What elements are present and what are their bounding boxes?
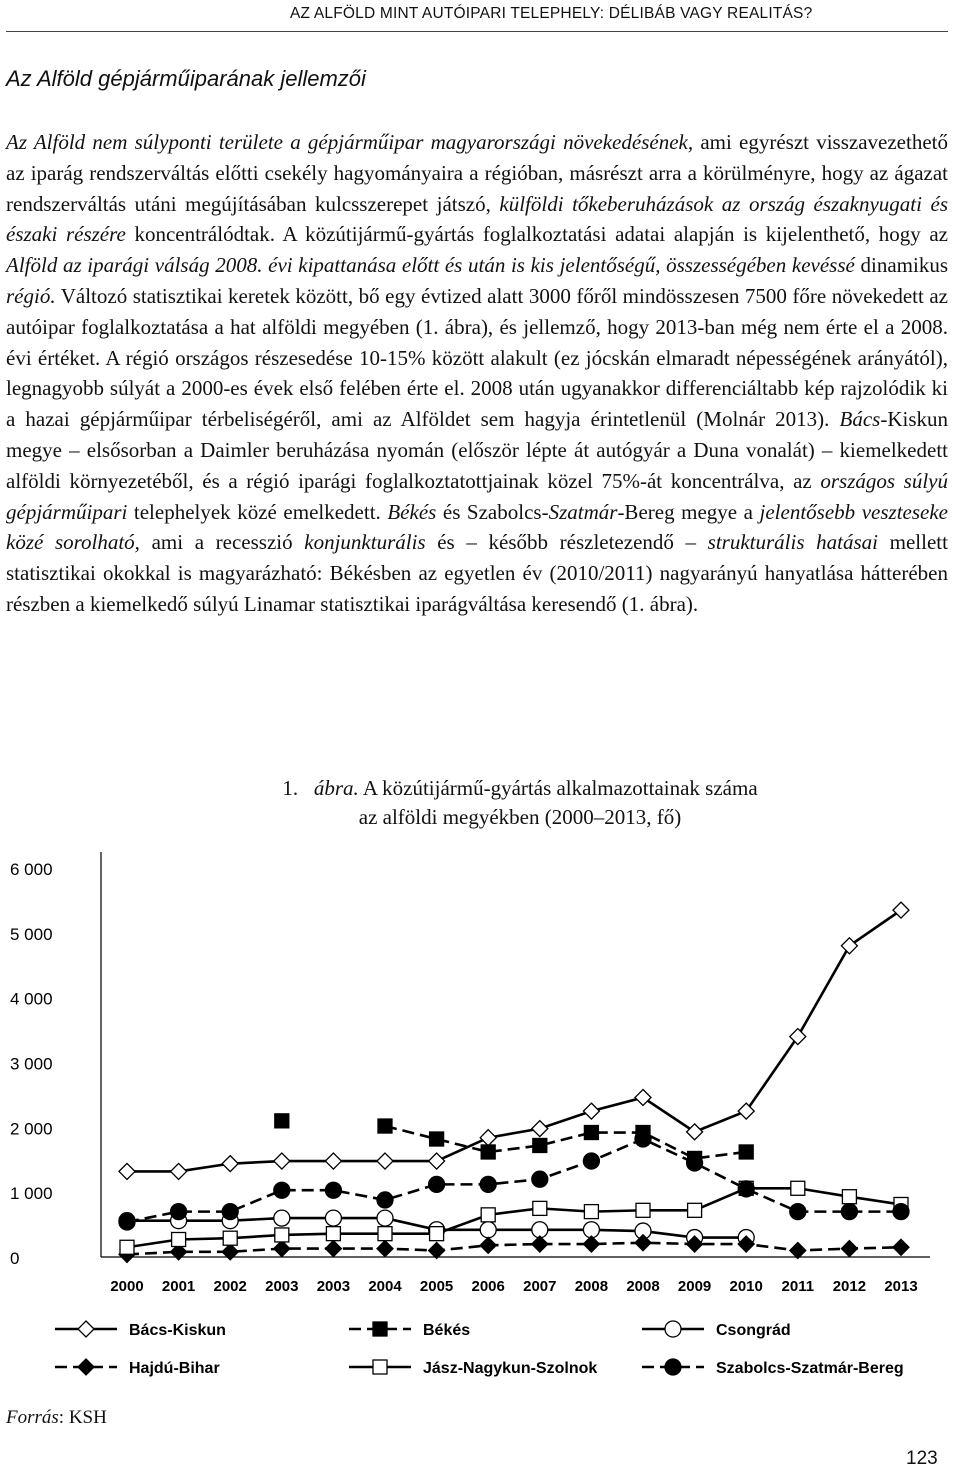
employment-line-chart bbox=[0, 842, 960, 1402]
data-point-szabolcs-szatm-r-bereg bbox=[635, 1131, 651, 1147]
legend-marker-b-k-s bbox=[373, 1322, 387, 1336]
y-tick-label: 3 000 bbox=[10, 1054, 53, 1074]
x-tick-label: 2013 bbox=[884, 1278, 918, 1295]
data-point-csongr-d bbox=[480, 1222, 496, 1238]
data-point-szabolcs-szatm-r-bereg bbox=[325, 1182, 341, 1198]
data-point-b-cs-kiskun bbox=[222, 1156, 238, 1172]
legend-marker-hajd-bihar bbox=[78, 1359, 94, 1375]
data-point-j-sz-nagykun-szolnok bbox=[430, 1227, 444, 1241]
caption-label: ábra. bbox=[313, 776, 359, 800]
legend-marker-csongr-d bbox=[665, 1321, 681, 1337]
data-point-szabolcs-szatm-r-bereg bbox=[377, 1192, 393, 1208]
data-point-b-k-s bbox=[481, 1145, 495, 1159]
data-point-b-cs-kiskun bbox=[119, 1163, 135, 1179]
data-point-szabolcs-szatm-r-bereg bbox=[429, 1176, 445, 1192]
data-point-szabolcs-szatm-r-bereg bbox=[480, 1176, 496, 1192]
legend-label-b-cs-kiskun: Bács-Kiskun bbox=[129, 1322, 226, 1339]
data-point-j-sz-nagykun-szolnok bbox=[584, 1205, 598, 1219]
data-point-b-cs-kiskun bbox=[687, 1124, 703, 1140]
data-point-b-k-s bbox=[739, 1145, 753, 1159]
text-span: dinamikus bbox=[854, 253, 948, 278]
text-span: konjunkturális bbox=[304, 530, 426, 555]
y-tick-label: 1 000 bbox=[10, 1184, 53, 1204]
x-tick-label: 2010 bbox=[729, 1278, 763, 1295]
y-tick-label: 2 000 bbox=[10, 1119, 53, 1139]
data-point-j-sz-nagykun-szolnok bbox=[688, 1203, 702, 1217]
text-span: Szatmár bbox=[548, 499, 618, 524]
header-rule bbox=[6, 31, 948, 32]
legend-label-hajd-bihar: Hajdú-Bihar bbox=[129, 1360, 220, 1377]
x-tick-label: 2004 bbox=[368, 1278, 402, 1295]
data-point-b-k-s bbox=[584, 1126, 598, 1140]
data-point-j-sz-nagykun-szolnok bbox=[223, 1231, 237, 1245]
caption-number: 1. bbox=[282, 776, 299, 800]
text-span: és Szabolcs- bbox=[436, 499, 549, 524]
series-line-hajd-bihar bbox=[127, 1243, 901, 1255]
data-point-j-sz-nagykun-szolnok bbox=[378, 1227, 392, 1241]
data-point-szabolcs-szatm-r-bereg bbox=[274, 1182, 290, 1198]
data-point-j-sz-nagykun-szolnok bbox=[120, 1240, 134, 1254]
running-head: AZ ALFÖLD MINT AUTÓIPARI TELEPHELY: DÉLIBÁB VAGY REALITÁS? bbox=[290, 5, 813, 22]
body-paragraph bbox=[6, 127, 948, 620]
x-tick-label: 2003 bbox=[316, 1278, 351, 1295]
text-span: Alföld az iparági válság 2008. évi kipattanása előtt és után is kis jelentőségű, összességében kevéssé bbox=[6, 253, 855, 278]
x-tick-label: 2007 bbox=[523, 1278, 557, 1295]
data-point-b-cs-kiskun bbox=[532, 1121, 548, 1137]
caption-line-2: az alföldi megyékben (2000–2013, fő) bbox=[358, 805, 682, 829]
data-point-b-cs-kiskun bbox=[893, 902, 909, 918]
x-tick-label: 2000 bbox=[110, 1278, 144, 1295]
page-number: 123 bbox=[906, 1448, 938, 1469]
text-span: mellett statisztikai okokkal is magyarázható: Békésben az egyetlen év (2010/2011) nagyarányú hanyatlása hátterében részben a kiemelkedő súlyú Linamar statisztikai iparágváltása keresendő (1. ábra). bbox=[6, 530, 948, 616]
data-point-j-sz-nagykun-szolnok bbox=[533, 1201, 547, 1215]
data-point-j-sz-nagykun-szolnok bbox=[275, 1228, 289, 1242]
data-point-szabolcs-szatm-r-bereg bbox=[583, 1153, 599, 1169]
data-point-szabolcs-szatm-r-bereg bbox=[738, 1181, 754, 1197]
data-point-csongr-d bbox=[325, 1210, 341, 1226]
x-tick-label: 2011 bbox=[781, 1278, 815, 1295]
x-tick-label: 2001 bbox=[161, 1278, 196, 1295]
x-tick-label: 2012 bbox=[832, 1278, 867, 1295]
x-tick-label: 2009 bbox=[677, 1278, 712, 1295]
data-point-szabolcs-szatm-r-bereg bbox=[171, 1204, 187, 1220]
y-tick-label: 4 000 bbox=[10, 989, 53, 1009]
data-point-hajd-bihar bbox=[480, 1237, 496, 1253]
text-span: koncentrálódtak. A közútijármű-gyártás foglalkoztatási adatai alapján is kijelenthető, hogy az bbox=[125, 222, 948, 247]
x-tick-label: 2002 bbox=[213, 1278, 247, 1295]
text-span: -Kiskun megye – elsősorban a Daimler beruházása nyomán (először lépte át autógyár a Duna vonalát) – kiemelkedett alföldi környezetéből, és a régió iparági foglalkoztatottjainak közel 75%-át koncentrálva, az bbox=[6, 407, 948, 493]
data-point-j-sz-nagykun-szolnok bbox=[481, 1208, 495, 1222]
section-title: Az Alföld gépjárműiparának jellemzői bbox=[6, 66, 366, 91]
data-point-b-cs-kiskun bbox=[480, 1130, 496, 1146]
data-point-szabolcs-szatm-r-bereg bbox=[119, 1214, 135, 1230]
x-tick-label: 2008 bbox=[574, 1278, 609, 1295]
x-tick-label: 2006 bbox=[471, 1278, 505, 1295]
figure-caption bbox=[160, 774, 880, 832]
text-span: jelentősebb veszteseke közé sorolható, bbox=[6, 499, 948, 555]
data-point-b-k-s bbox=[533, 1138, 547, 1152]
data-point-hajd-bihar bbox=[532, 1236, 548, 1252]
text-span: -Bereg megye a bbox=[617, 499, 760, 524]
x-tick-label: 2003 bbox=[265, 1278, 299, 1295]
data-point-b-cs-kiskun bbox=[790, 1029, 806, 1045]
source-note bbox=[6, 1407, 107, 1429]
legend-label-csongr-d: Csongrád bbox=[716, 1322, 791, 1339]
data-point-szabolcs-szatm-r-bereg bbox=[532, 1171, 548, 1187]
y-tick-label: 5 000 bbox=[10, 924, 53, 944]
legend-label-szabolcs-szatm-r-bereg: Szabolcs-Szatmár-Bereg bbox=[716, 1360, 904, 1377]
text-span: Változó statisztikai keretek között, bő egy évtized alatt 3000 főről mindösszesen 7500 főre növekedett az autóipar foglalkoztatása a hat alföldi megyében (1. ábra), és jellemző, hogy 2013-ban még nem érte el a 2008. évi értéket. A régió országos részesedése 10-15% között alakult (ez jócskán elmaradt népességének arányától), legnagyobb súlyát a 2000-es évek első felében érte el. 2008 után ugyanakkor differenciáltabb kép rajzolódik ki a hazai gépjárműipar térbeliségéről, ami az Alföldet sem hagyja érintetlenül (Molnár 2013). bbox=[6, 283, 948, 432]
data-point-hajd-bihar bbox=[429, 1243, 445, 1259]
series-line-b-cs-kiskun bbox=[127, 910, 901, 1171]
data-point-b-k-s bbox=[275, 1114, 289, 1128]
text-span: régió. bbox=[6, 283, 56, 308]
data-point-j-sz-nagykun-szolnok bbox=[172, 1232, 186, 1246]
data-point-b-cs-kiskun bbox=[429, 1153, 445, 1169]
data-point-b-cs-kiskun bbox=[377, 1153, 393, 1169]
legend-marker-szabolcs-szatm-r-bereg bbox=[665, 1359, 681, 1375]
text-span: strukturális hatásai bbox=[707, 530, 878, 555]
data-point-szabolcs-szatm-r-bereg bbox=[687, 1155, 703, 1171]
data-point-b-cs-kiskun bbox=[635, 1090, 651, 1106]
data-point-hajd-bihar bbox=[841, 1241, 857, 1257]
data-point-hajd-bihar bbox=[893, 1239, 909, 1255]
source-text: : KSH bbox=[58, 1407, 107, 1428]
y-tick-label: 0 bbox=[10, 1249, 20, 1268]
source-label: Forrás bbox=[6, 1407, 59, 1428]
data-point-szabolcs-szatm-r-bereg bbox=[790, 1204, 806, 1220]
text-span: ami a recesszió bbox=[139, 530, 305, 555]
y-tick-label: 6 000 bbox=[10, 860, 53, 879]
data-point-hajd-bihar bbox=[274, 1241, 290, 1257]
data-point-szabolcs-szatm-r-bereg bbox=[222, 1204, 238, 1220]
text-span: Bács bbox=[839, 407, 881, 432]
data-point-szabolcs-szatm-r-bereg bbox=[841, 1204, 857, 1220]
text-span: országos súlyú gépjárműipari bbox=[6, 468, 948, 524]
x-tick-label: 2008 bbox=[626, 1278, 660, 1295]
data-point-j-sz-nagykun-szolnok bbox=[326, 1227, 340, 1241]
text-span: Az Alföld nem súlyponti területe a gépjárműipar magyarországi növekedésének, bbox=[6, 130, 694, 154]
text-span: ami egyrészt visszavezethető az iparág rendszerváltás előtti csekély hagyományaira a régióban, másrészt arra a körülményre, hogy az ágazat rendszerváltás utáni megújításában kulcsszerepet játszó, bbox=[6, 130, 948, 216]
data-point-j-sz-nagykun-szolnok bbox=[791, 1181, 805, 1195]
text-span: és – később részletezendő – bbox=[425, 530, 708, 555]
legend-marker-b-cs-kiskun bbox=[78, 1321, 94, 1337]
data-point-hajd-bihar bbox=[583, 1236, 599, 1252]
series-line-j-sz-nagykun-szolnok bbox=[127, 1188, 901, 1247]
data-point-b-cs-kiskun bbox=[738, 1103, 754, 1119]
data-point-csongr-d bbox=[274, 1210, 290, 1226]
data-point-b-cs-kiskun bbox=[583, 1103, 599, 1119]
series-line-szabolcs-szatm-r-bereg bbox=[127, 1139, 901, 1222]
data-point-hajd-bihar bbox=[790, 1243, 806, 1259]
text-span: Békés bbox=[387, 499, 437, 524]
data-point-csongr-d bbox=[377, 1210, 393, 1226]
x-tick-label: 2005 bbox=[419, 1278, 454, 1295]
legend-marker-j-sz-nagykun-szolnok bbox=[373, 1360, 387, 1374]
data-point-szabolcs-szatm-r-bereg bbox=[893, 1204, 909, 1220]
data-point-j-sz-nagykun-szolnok bbox=[636, 1203, 650, 1217]
text-span: telephelyek közé emelkedett. bbox=[127, 499, 388, 524]
data-point-b-cs-kiskun bbox=[841, 938, 857, 954]
data-point-hajd-bihar bbox=[377, 1241, 393, 1257]
data-point-hajd-bihar bbox=[325, 1241, 341, 1257]
data-point-b-cs-kiskun bbox=[274, 1153, 290, 1169]
legend-label-b-k-s: Békés bbox=[423, 1322, 471, 1339]
data-point-b-cs-kiskun bbox=[325, 1153, 341, 1169]
data-point-b-cs-kiskun bbox=[171, 1163, 187, 1179]
caption-line-1: A közútijármű-gyártás alkalmazottainak száma bbox=[358, 776, 758, 800]
data-point-j-sz-nagykun-szolnok bbox=[842, 1190, 856, 1204]
data-point-b-k-s bbox=[430, 1132, 444, 1146]
legend-label-j-sz-nagykun-szolnok: Jász-Nagykun-Szolnok bbox=[423, 1360, 598, 1377]
data-point-b-k-s bbox=[378, 1119, 392, 1133]
text-span: külföldi tőkeberuházások az ország északnyugati és északi részére bbox=[6, 191, 948, 247]
